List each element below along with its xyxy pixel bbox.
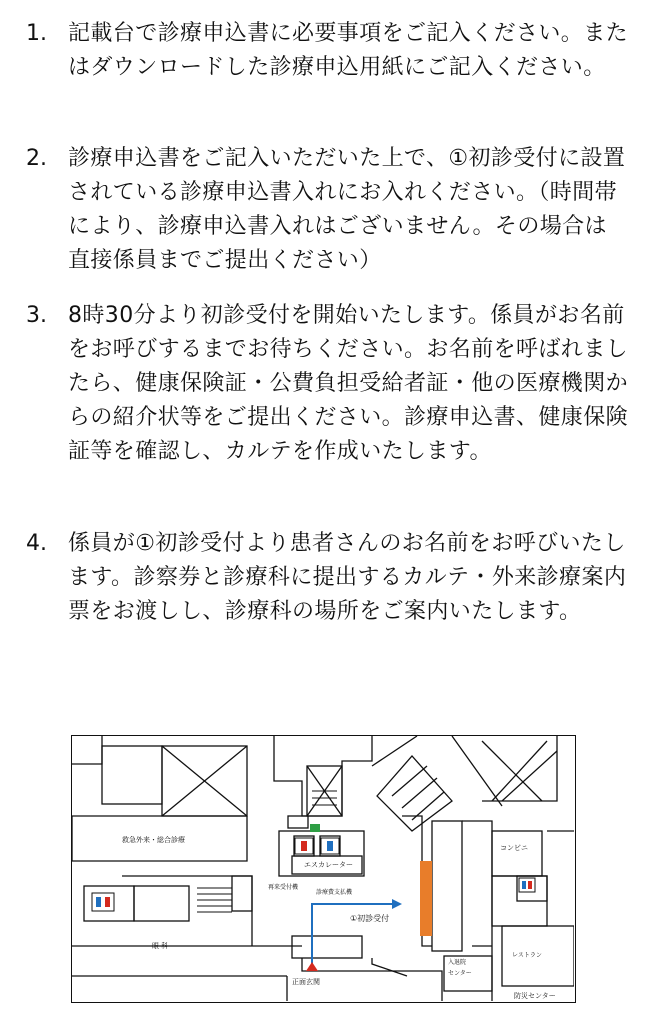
label-admission-1: 入退院 bbox=[448, 959, 467, 966]
label-first-visit: ①初診受付 bbox=[350, 914, 390, 923]
label-escalator: エスカレーター bbox=[304, 861, 353, 869]
label-reception-machine: 再来受付機 bbox=[268, 884, 299, 891]
step-number: 1. bbox=[26, 21, 47, 46]
label-entrance: 正面玄関 bbox=[292, 978, 320, 986]
label-admission-2: センター bbox=[448, 970, 472, 977]
step-number: 3. bbox=[26, 303, 47, 328]
elevator-icon bbox=[310, 824, 320, 832]
label-payment-machine: 診療費支払機 bbox=[316, 889, 353, 896]
step-number: 2. bbox=[26, 146, 47, 171]
label-restaurant: レストラン bbox=[512, 952, 542, 959]
step-text: 係員が①初診受付より患者さんのお名前をお呼びいたします。診察券と診療科に提出するカルテ・外来診療案内票をお渡しし、診療科の場所をご案内いたします。 bbox=[68, 531, 627, 624]
restroom-icon bbox=[321, 838, 339, 854]
label-emergency: 救急外来・総合診療 bbox=[122, 836, 185, 844]
floor-map bbox=[71, 735, 576, 1003]
label-ophthalmology: 眼 科 bbox=[152, 942, 169, 950]
label-disaster-center: 防災センター bbox=[514, 992, 556, 1000]
label-convenience: コンビニ bbox=[500, 844, 528, 852]
restroom-icon bbox=[519, 878, 535, 892]
first-visit-counter bbox=[420, 861, 432, 936]
step-text: 記載台で診療申込書に必要事項をご記入ください。またはダウンロードした診療申込用紙にご記入ください。 bbox=[68, 21, 629, 80]
entrance-marker bbox=[306, 962, 318, 971]
restroom-icon bbox=[295, 838, 313, 854]
step-text: 診療申込書をご記入いただいた上で、①初診受付に設置されている診療申込書入れにお入れください。（時間帯により、診療申込書入れはございません。その場合は直接係員までご提出ください） bbox=[68, 146, 626, 273]
route-arrow bbox=[312, 899, 402, 964]
restroom-icon bbox=[92, 893, 114, 911]
floor-map-drawing bbox=[72, 736, 574, 1001]
step-text: 8時30分より初診受付を開始いたします。係員がお名前をお呼びするまでお待ちください。お名前を呼ばれましたら、健康保険証・公費負担受給者証・他の医療機関からの紹介状等をご提出ください。診療申込書、健康保険証等を確認し、カルテを作成いたします。 bbox=[68, 303, 629, 464]
step-number: 4. bbox=[26, 531, 47, 556]
